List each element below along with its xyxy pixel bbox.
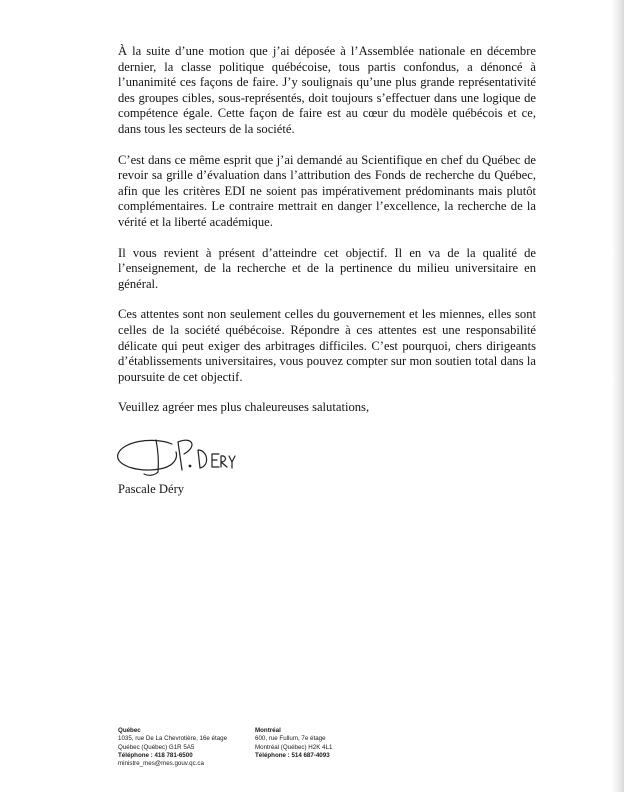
footer-street-montreal: 600, rue Fullum, 7e étage (255, 735, 326, 743)
footer-postal-montreal: Montréal (Québec) H2K 4L1 (255, 743, 333, 751)
handwritten-signature (112, 432, 238, 478)
footer-address-montreal (255, 727, 332, 760)
footer-postal-quebec: Québec (Québec) G1R 5A5 (118, 743, 195, 751)
paragraph-motion: À la suite d’une motion que j’ai déposée à l’Assemblée nationale en décembre dernier, la classe politique québécoise, tous partis confondus, a dénoncé à l’unanimité ces façons de faire. J’y soulignais qu’une plus grande représentativité des groupes cibles, sous-représentés, doit toujours s’effectuer dans une logique de compétence égale. Cette façon de faire est au cœur du modèle québécois et ce, dans tous les secteurs de la société. (118, 44, 536, 136)
footer-city-quebec: Québec (118, 727, 141, 734)
paragraph-objective: Il vous revient à présent d’atteindre cet objectif. Il en va de la qualité de l’enseignement, de la recherche et de la pertinence du milieu universitaire en général. (118, 245, 536, 291)
footer-street-quebec: 1035, rue De La Chevrotière, 16e étage (118, 735, 228, 743)
paragraph-scientist: C’est dans ce même esprit que j’ai demandé au Scientifique en chef du Québec de revoir sa grille d’évaluation dans l’attribution des Fonds de recherche du Québec, afin que les critères EDI ne soient pas impérativement prédominants mais plutôt complémentaires. Le contraire mettrait en danger l’excellence, la recherche de la vérité et la liberté académique. (118, 152, 536, 229)
footer-email-link[interactable]: ministre_mes@mes.gouv.qc.ca (118, 760, 204, 768)
letter-body (118, 44, 536, 431)
footer-city-montreal: Montréal (255, 727, 281, 734)
footer-address-quebec (118, 727, 227, 768)
signer-name: Pascale Déry (118, 482, 185, 496)
page-edge-shadow (612, 0, 624, 792)
footer-phone-montreal: Téléphone : 514 687-4093 (255, 751, 330, 759)
footer-phone-quebec: Téléphone : 418 781-6500 (118, 751, 193, 759)
paragraph-expectations: Ces attentes sont non seulement celles du gouvernement et les miennes, elles sont celles de la société québécoise. Répondre à ces attentes est une responsabilité délicate qui peut exiger des arbitrages difficiles. C’est pourquoi, chers dirigeants d’établissements universitaires, vous pouvez compter sur mon soutien total dans la poursuite de cet objectif. (118, 307, 536, 384)
closing-salutation: Veuillez agréer mes plus chaleureuses salutations, (118, 400, 370, 415)
